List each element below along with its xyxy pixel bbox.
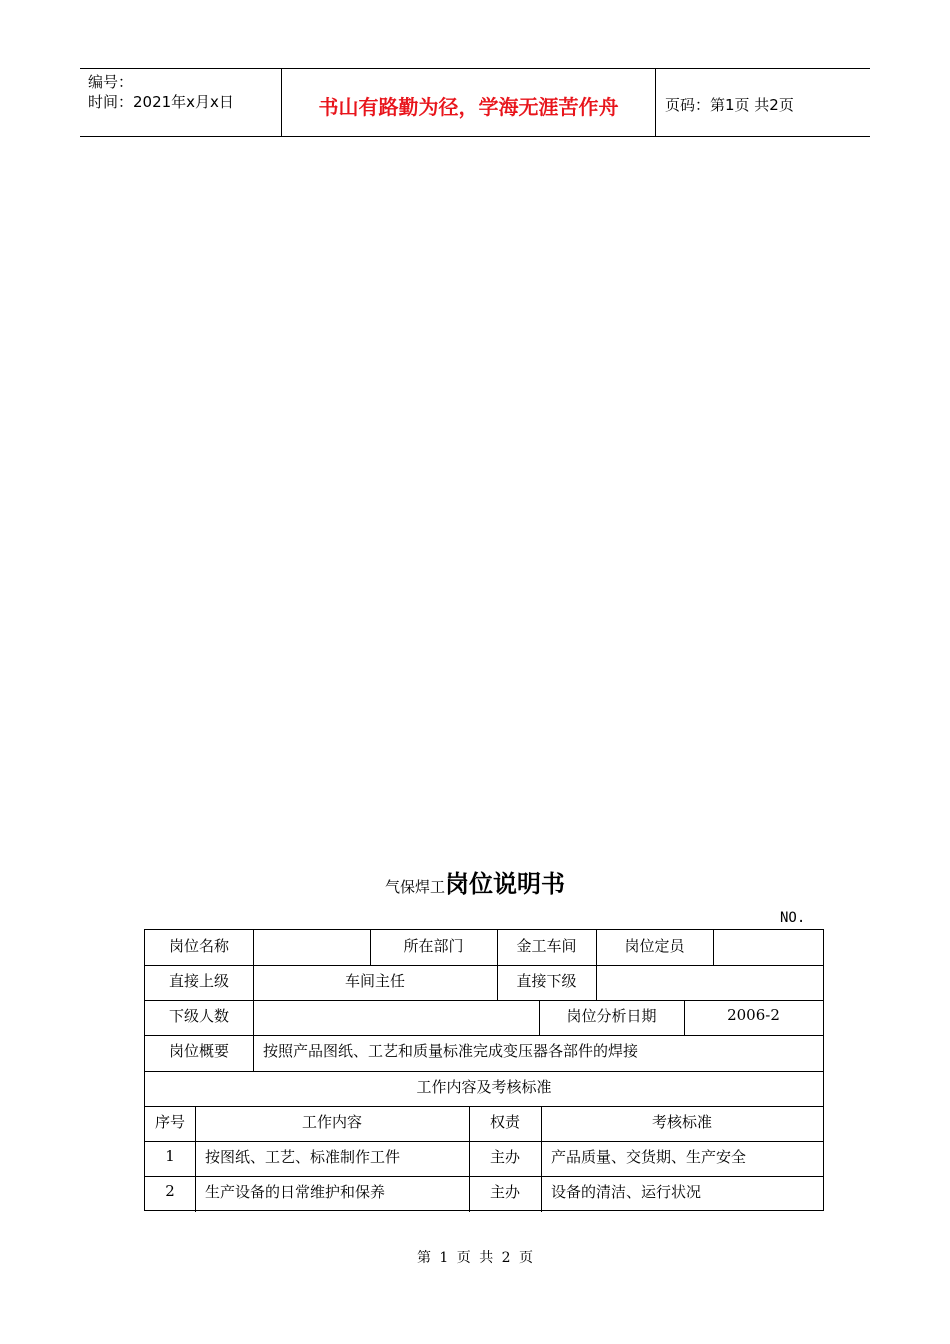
page-header xyxy=(80,68,870,137)
table-row-authority: 主办 xyxy=(489,1147,520,1166)
section-title: 工作内容及考核标准 xyxy=(416,1077,552,1096)
table-row-index: 2 xyxy=(165,1182,175,1200)
summary-value[interactable]: 按照产品图纸、工艺和质量标准完成变压器各部件的焊接 xyxy=(263,1042,639,1060)
footer-page-number: 第 1 页 共 2 页 xyxy=(416,1250,534,1266)
header-page-cell xyxy=(655,69,870,136)
table-row-authority: 主办 xyxy=(489,1182,520,1201)
header-page-number: 页码：第1页 共2页 xyxy=(665,96,794,114)
superior-value[interactable]: 车间主任 xyxy=(344,971,405,990)
column-header-index: 序号 xyxy=(154,1112,185,1131)
column-header-authority: 权责 xyxy=(489,1112,520,1131)
motto-text: 书山有路勤为径，学海无涯苦作舟 xyxy=(318,95,619,119)
header-motto-cell xyxy=(281,69,656,136)
table-row-content: 生产设备的日常维护和保养 xyxy=(205,1182,386,1201)
post-name-label: 岗位名称 xyxy=(168,936,229,955)
job-description-table xyxy=(144,929,824,1211)
summary-label: 岗位概要 xyxy=(168,1042,229,1060)
headcount-value[interactable] xyxy=(713,930,823,960)
department-label: 所在部门 xyxy=(403,936,464,955)
post-name-value[interactable] xyxy=(253,930,370,960)
table-row-standard: 设备的清洁、运行状况 xyxy=(551,1182,702,1201)
no-label: NO. xyxy=(780,910,806,926)
analysis-date-value[interactable]: 2006-2 xyxy=(727,1006,780,1024)
department-value[interactable]: 金工车间 xyxy=(516,936,577,955)
header-meta xyxy=(80,69,281,136)
table-row-standard: 产品质量、交货期、生产安全 xyxy=(551,1147,747,1166)
column-header-standard: 考核标准 xyxy=(651,1112,712,1131)
title-main: 岗位说明书 xyxy=(445,870,565,898)
analysis-date-label: 岗位分析日期 xyxy=(566,1006,657,1025)
table-row-content: 按图纸、工艺、标准制作工件 xyxy=(205,1147,401,1166)
title-prefix: 气保焊工 xyxy=(384,878,445,896)
subordinate-count-label: 下级人数 xyxy=(168,1006,229,1025)
superior-label: 直接上级 xyxy=(168,971,229,990)
subordinate-value[interactable] xyxy=(596,965,823,995)
subordinate-count-value[interactable] xyxy=(253,1000,539,1030)
number-label: 编号： xyxy=(88,73,134,91)
subordinate-label: 直接下级 xyxy=(516,971,577,990)
headcount-label: 岗位定员 xyxy=(624,936,685,955)
document-title xyxy=(0,864,950,899)
column-header-content: 工作内容 xyxy=(301,1112,362,1131)
time-label: 时间：2021年x月x日 xyxy=(88,93,234,111)
table-row-index: 1 xyxy=(165,1147,175,1165)
